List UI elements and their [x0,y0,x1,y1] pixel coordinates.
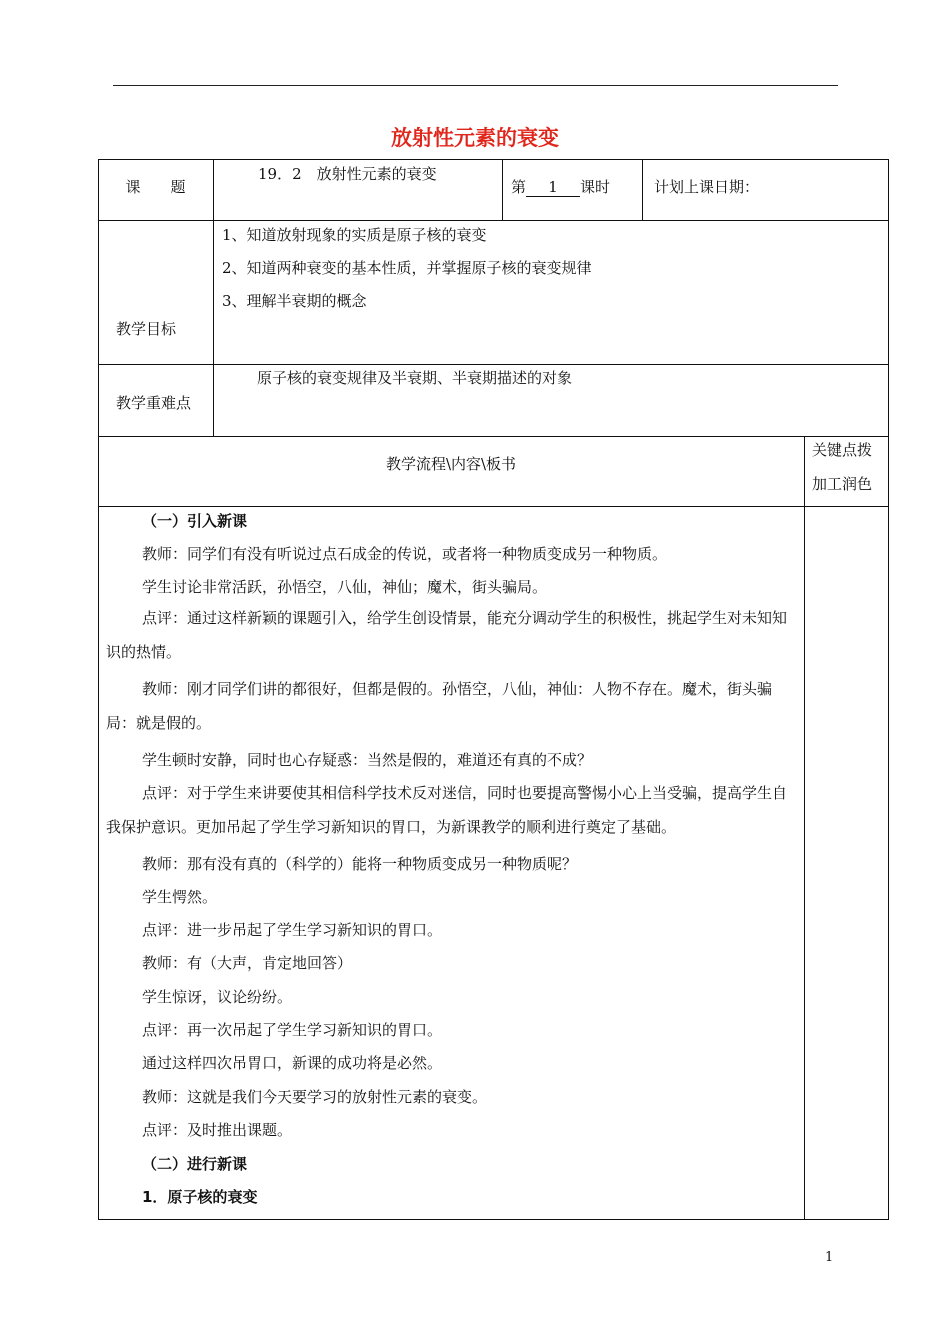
objectives-label: 教学目标 [116,320,177,338]
content-paragraph: 教师：有（大声，肯定地回答） [142,954,353,972]
table-left-border [98,159,99,1219]
section-heading: （一）引入新课 [142,512,248,530]
side-header-line2: 加工润色 [812,475,873,493]
content-paragraph: 点评：及时推出课题。 [142,1121,293,1139]
period-prefix: 第 [511,178,527,196]
content-paragraph: 学生讨论非常活跃，孙悟空，八仙，神仙；魔术，街头骗局。 [142,578,548,596]
objective-item: 3、理解半衰期的概念 [222,292,367,310]
content-paragraph: 点评：通过这样新颖的课题引入，给学生创设情景，能充分调动学生的积极性，挑起学生对未知知识的热情。 [106,609,788,661]
period-suffix: 课时 [580,178,611,196]
header-rule [113,85,838,86]
content-paragraph: 学生愕然。 [142,888,218,906]
key-points-label: 教学重难点 [116,394,192,412]
table-col-divider [502,159,503,220]
table-right-border [888,159,889,1219]
topic-label: 课 题 [125,178,186,196]
table-row-divider [98,364,889,365]
planned-date-label: 计划上课日期： [654,178,760,196]
content-paragraph: 通过这样四次吊胃口，新课的成功将是必然。 [142,1054,443,1072]
period-number: 1 [526,178,580,197]
table-col-divider [213,159,214,436]
section-heading: （二）进行新课 [142,1155,248,1173]
table-row-divider [98,506,889,507]
lesson-title: 19．2 放射性元素的衰变 [258,165,437,183]
content-paragraph: 学生惊讶，议论纷纷。 [142,988,293,1006]
document-title: 放射性元素的衰变 [391,126,559,150]
content-paragraph: 教师：刚才同学们讲的都很好，但都是假的。孙悟空，八仙，神仙：人物不存在。魔术，街头骗局：就是假的。 [106,680,773,732]
content-paragraph: 教师：这就是我们今天要学习的放射性元素的衰变。 [142,1088,488,1106]
content-paragraph: 教师：那有没有真的（科学的）能将一种物质变成另一种物质呢？ [142,855,578,873]
subsection-heading: 1．原子核的衰变 [142,1188,258,1206]
content-paragraph: 点评：再一次吊起了学生学习新知识的胃口。 [142,1021,443,1039]
content-paragraph: 点评：进一步吊起了学生学习新知识的胃口。 [142,921,443,939]
table-bottom-border [98,1219,889,1220]
key-points-text: 原子核的衰变规律及半衰期、半衰期描述的对象 [257,369,573,387]
content-paragraph: 点评：对于学生来讲要使其相信科学技术反对迷信，同时也要提高警惕小心上当受骗，提高学生自我保护意识。更加吊起了学生学习新知识的胃口，为新课教学的顺利进行奠定了基础。 [106,784,788,836]
table-col-divider [804,436,805,1219]
objective-item: 1、知道放射现象的实质是原子核的衰变 [222,226,487,244]
table-row-divider [98,220,889,221]
side-header-line1: 关键点拨 [812,441,873,459]
objective-item: 2、知道两种衰变的基本性质，并掌握原子核的衰变规律 [222,259,592,277]
content-paragraph: 教师：同学们有没有听说过点石成金的传说，或者将一种物质变成另一种物质。 [142,545,668,563]
period-field [511,178,641,197]
flow-header: 教学流程\内容\板书 [385,455,517,473]
table-top-border [98,159,889,160]
table-col-divider [642,159,643,220]
page-number: 1 [825,1250,834,1265]
content-paragraph: 学生顿时安静，同时也心存疑惑：当然是假的，难道还有真的不成？ [142,751,593,769]
table-row-divider [98,436,889,437]
